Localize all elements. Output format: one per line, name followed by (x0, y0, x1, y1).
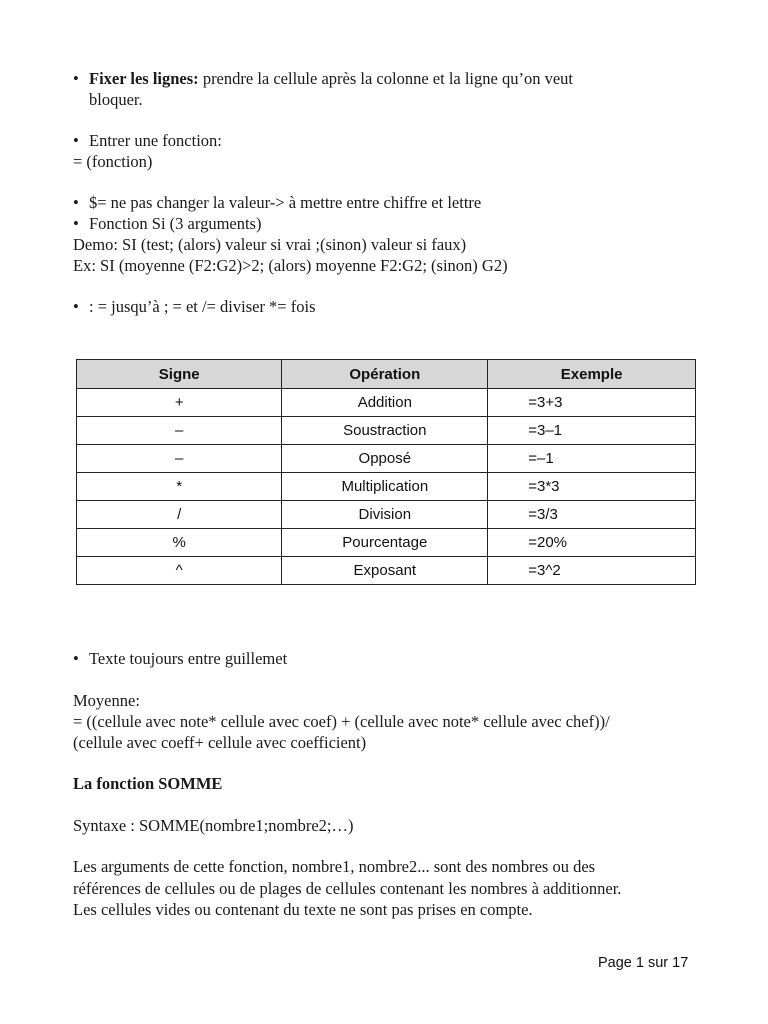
bullet-operators: : = jusqu’à ; = et /= diviser *= fois (89, 297, 316, 316)
bullet-texte-guillemet: Texte toujours entre guillemet (89, 649, 288, 668)
bullet-continuation: bloquer. (89, 90, 143, 109)
cell-operation: Pourcentage (282, 529, 488, 557)
bullet-dot: • (73, 69, 79, 88)
paragraph-line: Les arguments de cette fonction, nombre1, nombre2... sont des nombres ou des (73, 857, 596, 876)
cell-signe: / (77, 501, 282, 529)
bullet-fonction-si: Fonction Si (3 arguments) (89, 214, 262, 233)
bullet-dot: • (73, 193, 79, 212)
table-row (77, 445, 696, 473)
cell-operation: Division (282, 501, 488, 529)
somme-heading-text: La fonction SOMME (73, 774, 223, 793)
table-row (77, 417, 696, 445)
cell-operation: Opposé (282, 445, 488, 473)
cell-operation: Addition (282, 389, 488, 417)
table-row (77, 389, 696, 417)
cell-exemple: =3*3 (488, 473, 696, 501)
header-operation: Opération (282, 360, 488, 389)
cell-signe: – (77, 445, 282, 473)
header-signe: Signe (77, 360, 282, 389)
syntaxe-line: Syntaxe : SOMME(nombre1;nombre2;…) (73, 816, 354, 835)
example-line: Ex: SI (moyenne (F2:G2)>2; (alors) moyenne F2:G2; (sinon) G2) (73, 256, 508, 275)
cell-exemple: =20% (488, 529, 696, 557)
cell-signe: ^ (77, 557, 282, 585)
bullet-dot: • (73, 214, 79, 233)
somme-heading (73, 774, 222, 794)
paragraph-line: Les cellules vides ou contenant du texte ne sont pas prises en compte. (73, 900, 533, 919)
bullet-dot: • (73, 131, 79, 150)
cell-signe: % (77, 529, 282, 557)
cell-exemple: =3/3 (488, 501, 696, 529)
header-exemple: Exemple (488, 360, 696, 389)
bullet-entrer-fonction: Entrer une fonction: (89, 131, 222, 150)
cell-operation: Exposant (282, 557, 488, 585)
cell-signe: * (77, 473, 282, 501)
fonction-syntax: = (fonction) (73, 152, 153, 171)
cell-operation: Soustraction (282, 417, 488, 445)
bullet-dollar: $= ne pas changer la valeur-> à mettre entre chiffre et lettre (89, 193, 482, 212)
page-number: Page 1 sur 17 (598, 955, 689, 971)
cell-exemple: =3+3 (488, 389, 696, 417)
table-row (77, 529, 696, 557)
bullet-text: prendre la cellule après la colonne et la ligne qu’on veut (198, 69, 573, 88)
moyenne-label: Moyenne: (73, 691, 140, 710)
paragraph-line: références de cellules ou de plages de cellules contenant les nombres à additionner. (73, 879, 622, 898)
table-row (77, 557, 696, 585)
operations-table (76, 359, 696, 585)
bullet-bold-term: Fixer les lignes: (89, 69, 199, 88)
table-row (77, 501, 696, 529)
cell-exemple: =3^2 (488, 557, 696, 585)
bullet-fixer-lignes (89, 69, 573, 89)
cell-exemple: =–1 (488, 445, 696, 473)
table-row (77, 473, 696, 501)
demo-line: Demo: SI (test; (alors) valeur si vrai ;(sinon) valeur si faux) (73, 235, 467, 254)
cell-signe: + (77, 389, 282, 417)
cell-operation: Multiplication (282, 473, 488, 501)
cell-exemple: =3–1 (488, 417, 696, 445)
bullet-dot: • (73, 297, 79, 316)
cell-signe: – (77, 417, 282, 445)
table-header-row (77, 360, 696, 389)
bullet-dot: • (73, 649, 79, 668)
moyenne-formula-line2: (cellule avec coeff+ cellule avec coefficient) (73, 733, 367, 752)
moyenne-formula-line1: = ((cellule avec note* cellule avec coef) + (cellule avec note* cellule avec chef))/ (73, 712, 610, 731)
